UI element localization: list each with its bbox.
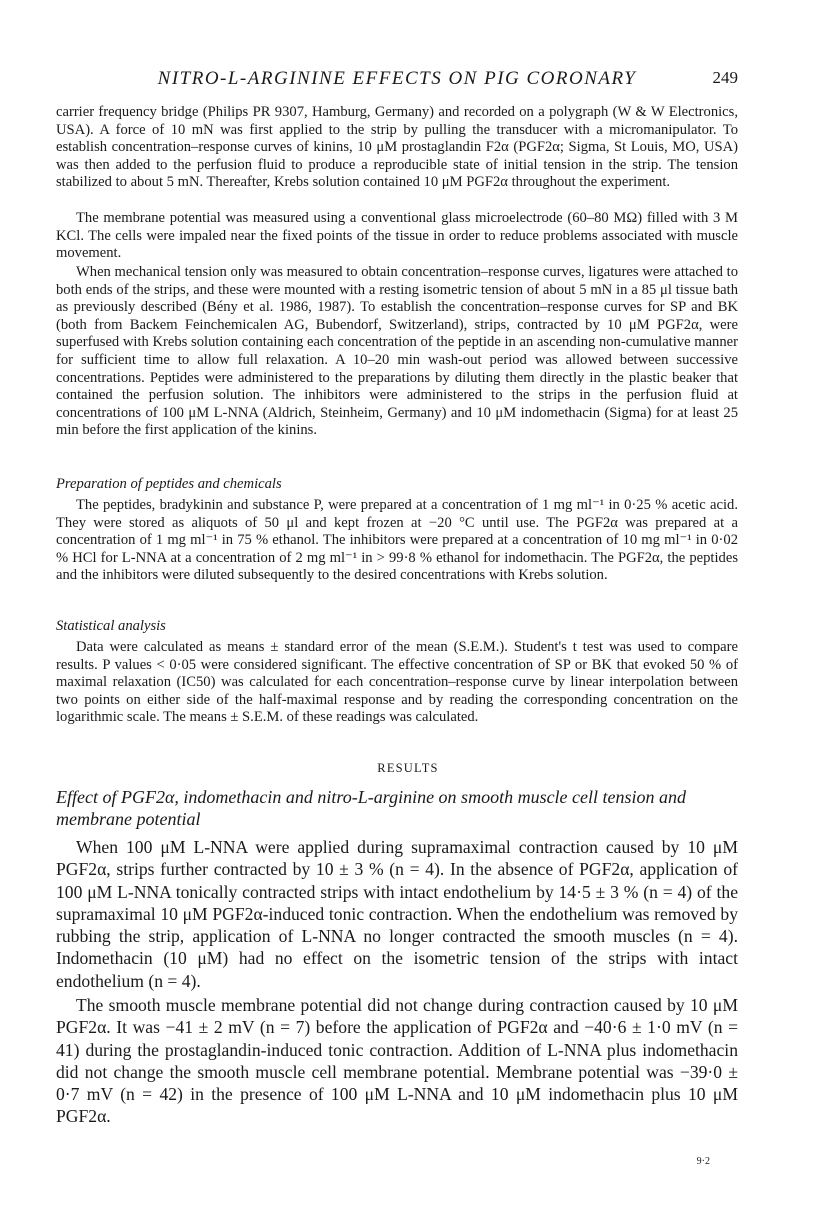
page-header (56, 68, 738, 94)
results-paragraph-1: When 100 μM L-NNA were applied during supramaximal contraction caused by 10 μM PGF2α, strips further contracted by 10 ± 3 % (n = 4). In the absence of PGF2α, application of 100 μM L-NNA tonically contracted strips with intact endothelium by 14·5 ± 3 % (n = 4) of the supramaximal 10 μM PGF2α-induced tonic contraction. When the endothelium was removed by rubbing the strip, application of L-NNA no longer contracted the smooth muscles (n = 4). Indomethacin (10 μM) had no effect on the isometric tension of the strips with intact endothelium (n = 4). (56, 837, 738, 991)
running-title: NITRO-L-ARGININE EFFECTS ON PIG CORONARY (157, 68, 637, 89)
methods-paragraph-3: When mechanical tension only was measured to obtain concentration–response curves, ligatures were attached to both ends of the strips, and these were mounted with a resting isometric tension of about 5 mN in a 85 μl tissue bath as previously described (Bény et al. 1986, 1987). To establish the concentration–response curves for SP and BK (both from Backem Feinchemicalen AG, Bubendorf, Switzerland), strips, contracted by 10 μM PGF2α, were superfused with Krebs solution containing each concentration of the peptide in an ascending non-cumulative manner for sufficient time to allow full relaxation. A 10–20 min wash-out period was allowed between successive concentrations. Peptides were administered to the preparations by diluting them directly in the plastic beaker that contained the perfusion solution. The inhibitors were administered to the strips in the perfusion fluid at concentrations of 100 μM L-NNA (Aldrich, Steinheim, Germany) and 10 μM indomethacin (Sigma) for at least 25 min before the first application of the kinins. (56, 264, 738, 439)
preparation-heading: Preparation of peptides and chemicals (56, 476, 282, 492)
methods-paragraph-2: The membrane potential was measured using a conventional glass microelectrode (60–80 MΩ) filled with 3 M KCl. The cells were impaled near the fixed points of the tissue in order to reduce problems associated with muscle movement. (56, 210, 738, 262)
results-paragraph-2: The smooth muscle membrane potential did not change during contraction caused by 10 μM PGF2α. It was −41 ± 2 mV (n = 7) before the application of PGF2α and −40·6 ± 1·0 mV (n = 41) during the prostaglandin-induced tonic contraction. Addition of L-NNA plus indomethacin did not change the smooth muscle cell membrane potential. Membrane potential was −39·0 ± 0·7 mV (n = 42) in the presence of 100 μM L-NNA and 10 μM indomethacin plus 10 μM PGF2α. (56, 995, 738, 1127)
footer-code: 9·2 (696, 1156, 710, 1167)
statistics-paragraph: Data were calculated as means ± standard error of the mean (S.E.M.). Student's t test was used to compare results. P values < 0·05 were considered significant. The effective concentration of SP or BK that evoked 50 % of maximal relaxation (IC50) was calculated for each concentration–response curve by linear interpolation between two points on either side of the half-maximal response and by reading the corresponding concentration on the logarithmic scale. The means ± S.E.M. of these readings was calculated. (56, 639, 738, 726)
page-number: 249 (712, 68, 738, 87)
methods-paragraph-1: carrier frequency bridge (Philips PR 9307, Hamburg, Germany) and recorded on a polygraph (W & W Electronics, USA). A force of 10 mN was first applied to the strip by pulling the transducer with a micromanipulator. To establish concentration–response curves of kinins, 10 μM prostaglandin F2α (PGF2α; Sigma, St Louis, MO, USA) was then added to the perfusion fluid to produce a reproducible state of initial tension in the strip. The tension stabilized to about 5 mN. Thereafter, Krebs solution contained 10 μM PGF2α throughout the experiment. (56, 104, 738, 191)
results-section-heading: Effect of PGF2α, indomethacin and nitro-L-arginine on smooth muscle cell tension and membrane potential (56, 787, 687, 829)
statistics-heading: Statistical analysis (56, 618, 166, 634)
preparation-paragraph: The peptides, bradykinin and substance P, were prepared at a concentration of 1 mg ml⁻¹ in 0·25 % acetic acid. They were stored as aliquots of 50 μl and kept frozen at −20 °C until use. The PGF2α was prepared at a concentration of 1 mg ml⁻¹ in 75 % ethanol. The inhibitors were prepared at a concentration of 10 mg ml⁻¹ in 0·02 % HCl for L-NNA at a concentration of 2 mg ml⁻¹ in > 99·8 % ethanol for indomethacin. The PGF2α, the peptides and the inhibitors were diluted subsequently to the desired concentrations with Krebs solution. (56, 497, 738, 584)
results-heading: RESULTS (377, 761, 439, 775)
